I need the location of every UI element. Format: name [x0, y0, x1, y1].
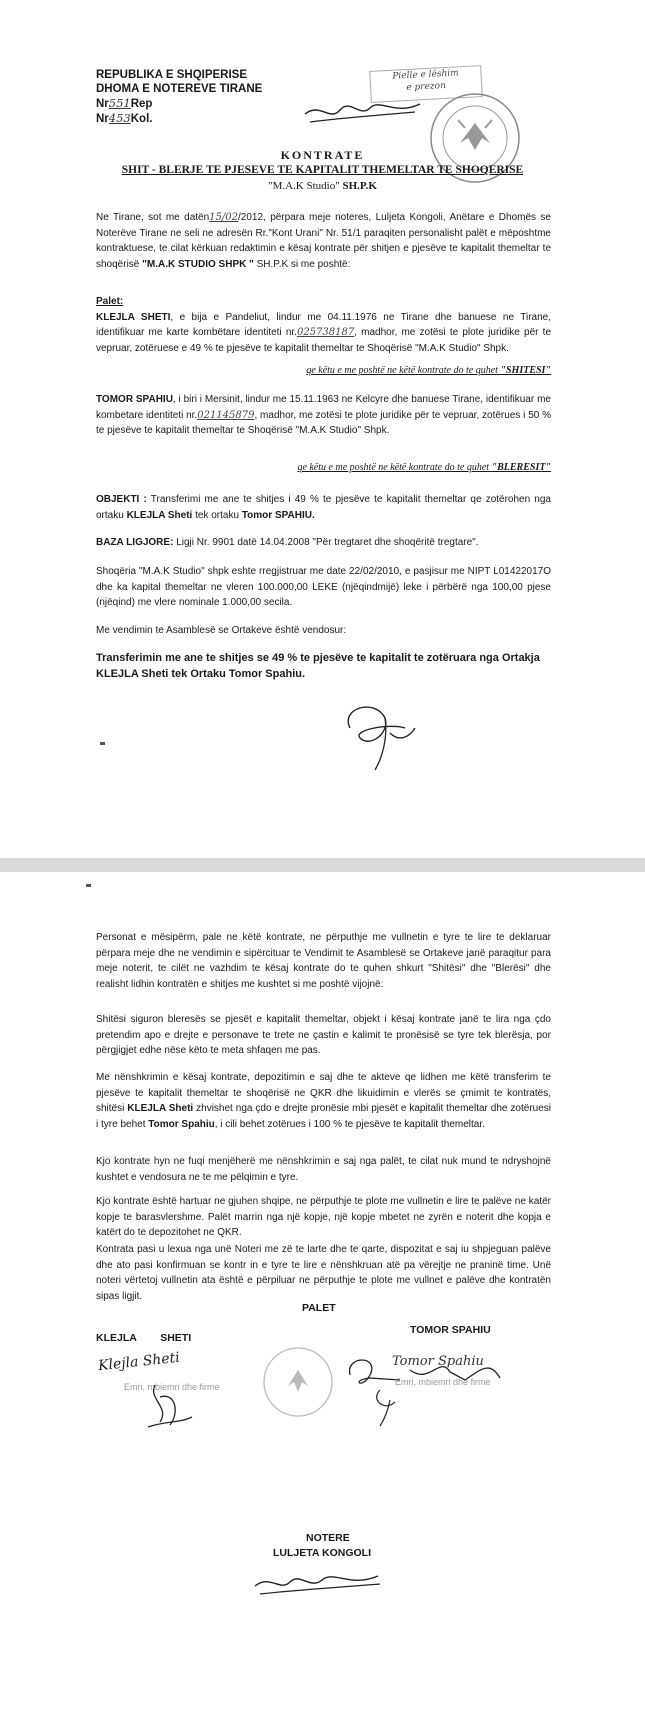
seller-designation: qe këtu e me poshtë ne këtë kontrate do te quhet "SHITESI": [306, 365, 551, 376]
header-chamber: DHOMA E NOTEREVE TIRANE: [96, 83, 263, 95]
buyer-handwritten-name: Tomor Spahiu: [392, 1354, 484, 1369]
document-header: [96, 68, 262, 126]
seller-signature-label: KLEJLA SHETI: [96, 1332, 192, 1344]
notary-title: NOTERE: [306, 1532, 350, 1544]
contract-page-2: [0, 872, 645, 1730]
notary-signature-bottom-icon: [250, 1562, 390, 1602]
object-paragraph: OBJEKTI : Transferimi me ane te shitjes i 49 % te pjesëve te kapitalit themeltar qe zotërohen nga ortaku KLEJLA Sheti tek ortaku Tomor SPAHIU.: [96, 494, 551, 521]
notary-name: LULJETA KONGOLI: [273, 1547, 371, 1559]
page2-paragraph-4: Kjo kontrate hyn ne fuqi menjëherë me nënshkrimin e saj nga palët, te cilat nuk mund te ndryshojnë kushtet e vendosura ne te me pëlqimin e tyre.: [96, 1156, 551, 1183]
page2-paragraph-1: Personat e mësipërm, pale ne këtë kontrate, ne përputhje me vullnetin e tyre te lire te deklaruar përpara meje dhe ne vendimin e sipërcituar te Vendimit te Asamblesë se Ortakeve janë paraqitur para meje noterit, te cilët ne vazhdim te kësaj kontrate do te quhen shkurt "Shitësi" dhe "Blerësi" dhe realisht lidhin kontratën e shitjes me kushtet si me poshtë vijojnë:: [96, 932, 551, 990]
legal-basis-paragraph: BAZA LIGJORE: Ligji Nr. 9901 datë 14.04.2008 "Për tregtaret dhe shoqëritë tregtare".: [96, 537, 479, 548]
buyer-signature-hint: Emri, mbiemri dhe firme: [395, 1377, 491, 1387]
header-republic: REPUBLIKA E SHQIPERISE: [96, 69, 248, 81]
parties-heading-signatures: PALET: [302, 1302, 336, 1314]
buyer-name: TOMOR SPAHIU: [96, 394, 173, 405]
buyer-designation: qe këtu e me poshtë ne këtë kontrate do te quhet "BLERESIT": [297, 462, 551, 473]
header-kol-number: Nr453Kol.: [96, 111, 153, 125]
seller-signature-hint: Emri, mbiemri dhe firme: [124, 1382, 220, 1392]
parties-heading: Palet:: [96, 296, 124, 307]
page2-paragraph-3: Me nënshkrimin e kësaj kontrate, depozitimin e saj dhe te akteve qe lidhen me këtë transferim te pjesëve te kapitalit themeltar te shoqërisë ne QKR dhe likuidimin e vlerës se çmimit te kontratës, shitësi KLEJLA Sheti zhvishet nga çdo e drejte pronësie mbi pjesët e kapitalit themeltar dhe zotëruesi i tyre behet Tomor Spahiu, i cili behet zotërues i 100 % te pjesëve te kapitalit themeltar.: [96, 1072, 551, 1130]
scan-mark: [100, 742, 105, 745]
company-name-title: "M.A.K Studio" SH.P.K: [268, 180, 377, 192]
kol-number-handwritten: 453: [108, 111, 131, 125]
page2-paragraph-5: Kjo kontrate është hartuar ne gjuhen shqipe, ne përputhje te plote me vullnetin e lire te palëve ne katër kopje te barasvlershme. Palët marrin nga një kopje, një kopje mbetet ne zyrën e noterit dhe kopja e katërt do te depozitohet ne QKR.: [96, 1196, 551, 1238]
page2-paragraph-6: Kontrata pasi u lexua nga unë Noteri me zë te larte dhe te qarte, dispozitat e saj iu shpjeguan palëve dhe ato pasi konfirmuan se kontr in e tyre te lire e nënshkruan atë pa vërejtje ne praninë time. Unë noteri vërtetoj vullnetin ata është e përpiluar ne përputhje te plote me vullnet e palëve dhe kontratën sipas ligjit.: [96, 1244, 551, 1302]
seller-signature-icon: [140, 1377, 200, 1432]
handwritten-date: 15/02: [209, 212, 238, 223]
buyer-signature-label: TOMOR SPAHIU: [410, 1324, 491, 1336]
seller-id-handwritten: 025738187: [296, 327, 355, 338]
seller-name: KLEJLA SHETI: [96, 311, 171, 323]
rep-number-handwritten: 551: [108, 96, 131, 110]
transfer-statement: Transferimin me ane te shitjes se 49 % te pjesëve te kapitalit te zotëruara nga Ortakja KLEJLA Sheti tek Ortaku Tomor Spahiu.: [96, 652, 540, 680]
buyer-paragraph: TOMOR SPAHIU, i biri i Mersinit, lindur me 15.11.1963 ne Kelcyre dhe banuese Tirane, identifikuar me kombetare identiteti nr.021145879, madhor, me zotësi te plote juridike për te vepruar, zotërues i 50 % te pjesëve te kapitalit themeltar te Shoqërisë "M.A.K Studio" Shpk.: [96, 394, 552, 436]
page2-paragraph-2: Shitësi siguron bleresës se pjesët e kapitalit themeltar, objekt i kësaj kontrate janë te lira nga çdo pretendim apo e drejte e personave te trete ne çastin e kalimit te pronësisë se tyre tek blerësja, por përgjigjet edhe nëse këto te meta shfaqen me pas.: [96, 1014, 551, 1056]
contract-title: KONTRATE: [280, 148, 365, 162]
notary-signature-top-icon: [300, 92, 430, 132]
scan-mark: [86, 884, 91, 887]
handwritten-note-line-2: e prezon: [406, 80, 447, 94]
contract-page-1: [0, 0, 645, 858]
company-info-paragraph: Shoqëria "M.A.K Studio" shpk eshte rregjistruar me date 22/02/2010, e pasjisur me NIPT L01422017O dhe ka kapital themeltar ne vleren 100.000,00 LEKE (njëqindmijë) leke i përbërë nga 100,00 pjese (njëqind) me vlere nominale 1.000,00 secila.: [96, 566, 551, 608]
intro-paragraph: Ne Tirane, sot me datën15/02/2012, përpara meje noteres, Luljeta Kongoli, Anëtare e Dhomës se Noterëve Tirane ne seli ne adresën Rr."Kont Urani" Nr. 51/1 paraqiten personalisht palët e mëposhtme kontraktuese, te cilat kërkuan redaktimin e kësaj kontrate për shitjen e pjesëve te kapitalit themeltar te shoqërisë "M.A.K STUDIO SHPK " SH.P.K si me poshtë:: [96, 212, 551, 270]
header-rep-number: Nr551Rep: [96, 96, 153, 110]
buyer-id-handwritten: 021145879: [197, 409, 255, 421]
seller-initials-signature-icon: [330, 688, 440, 778]
contract-subtitle: SHIT - BLERJE TE PJESEVE TE KAPITALIT THEMELTAR TE SHOQERISE: [121, 164, 524, 176]
handwritten-note-line-1: Pielle e lëshim: [392, 68, 459, 82]
seller-handwritten-name: Klejla Sheti: [97, 1349, 181, 1375]
notary-seal-icon: [258, 1342, 338, 1422]
parties-seller-paragraph: Palet: KLEJLA SHETI, e bija e Pandeliut, lindur me 04.11.1976 ne Tirane dhe banuese ne Tirane, identifikuar me karte kombëtare identiteti nr.025738187, madhor, me zotësi te plote juridike për te vepruar, zotëruese e 49 % te pjesëve te kapitalit themeltar te Shoqërisë "M.A.K Studio" Shpk.: [96, 296, 552, 354]
assembly-decision-paragraph: Me vendimin te Asamblesë se Ortakeve është vendosur:: [96, 625, 347, 636]
